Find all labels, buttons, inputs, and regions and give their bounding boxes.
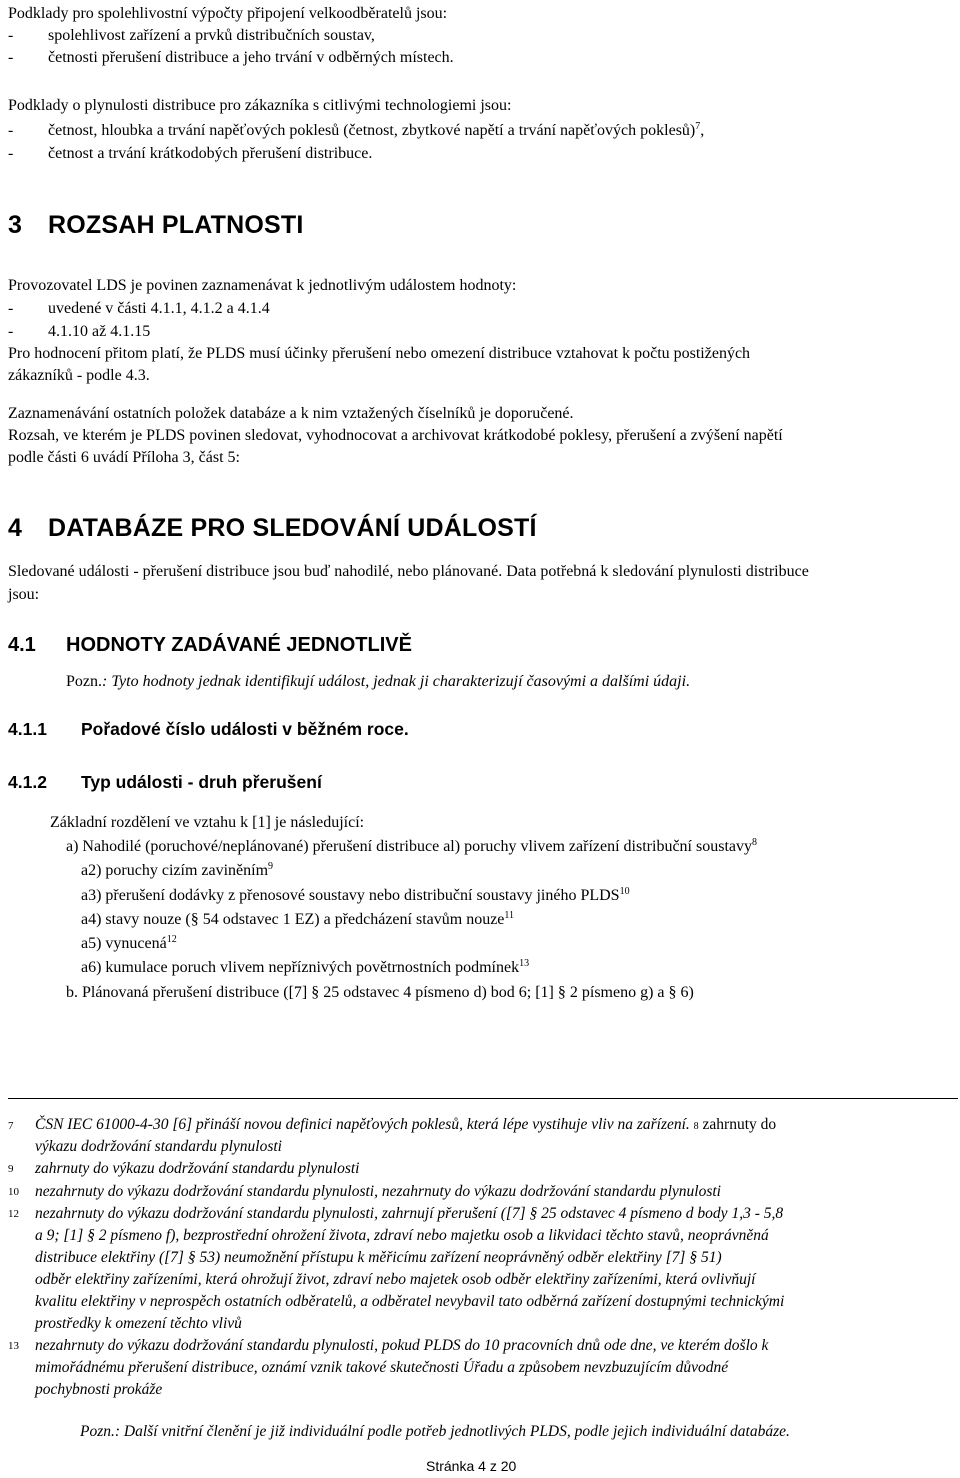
intro-dash-2: - <box>8 49 14 66</box>
intro-item-2: četnosti přerušení distribuce a jeho trvání v odběrných místech. <box>48 49 454 66</box>
event-type-a6: a6) kumulace poruch vlivem nepříznivých povětrnostních podmínek$^{13}$ <box>81 958 530 976</box>
section-4-paragraph-line-2: jsou: <box>8 586 40 603</box>
intro-dash-4: - <box>8 145 14 162</box>
footnote-ref-13: 13 <box>519 958 530 969</box>
footnote-line-10: prostředky k omezení těchto vlivů <box>35 1315 242 1332</box>
footnote-line-12: mimořádnému přerušení distribuce, oznámí vznik takové skutečnosti Úřadu a způsobem nevzbuzujícím důvodné <box>35 1359 729 1376</box>
section-3-heading <box>8 210 304 240</box>
event-type-a: a) Nahodilé (poruchové/neplánované) přerušení distribuce al) poruchy vlivem zařízení distribuční soustavy$^8$ <box>66 837 757 855</box>
section-4-title: DATABÁZE PRO SLEDOVÁNÍ UDÁLOSTÍ <box>48 514 537 542</box>
footnote-ref-7: 7 <box>695 121 701 132</box>
intro-item-4: četnost a trvání krátkodobých přerušení distribuce. <box>48 145 373 162</box>
footnote-separator <box>8 1098 958 1099</box>
footnote-number-9: 9 <box>8 1163 14 1175</box>
event-type-a2: a2) poruchy cizím zaviněním$^9$ <box>81 861 274 879</box>
section-4-1-1-heading <box>8 718 409 740</box>
section-3-item-2: 4.1.10 až 4.1.15 <box>48 323 151 340</box>
footnote-ref-11: 11 <box>504 910 515 921</box>
event-type-a4: a4) stavy nouze (§ 54 odstavec 1 EZ) a předcházení stavům nouze$^{11}$ <box>81 910 515 928</box>
section-3-dash-1: - <box>8 300 14 317</box>
event-type-a3: a3) přerušení dodávky z přenosové soustavy nebo distribuční soustavy jiného PLDS$^{10}$ <box>81 886 630 904</box>
section-4-1-2-heading <box>8 771 322 793</box>
section-4-1-2-number: 4.1.2 <box>8 772 47 792</box>
footnote-number-8: 8 <box>693 1121 699 1132</box>
section-3-paragraph-4-line-2: podle části 6 uvádí Příloha 3, část 5: <box>8 449 240 466</box>
intro-paragraph-2: Podklady o plynulosti distribuce pro zákazníka s citlivými technologiemi jsou: <box>8 97 512 114</box>
footnote-ref-8: 8 <box>752 837 757 848</box>
footnote-line-8: odběr elektřiny zařízeními, která ohrožují život, zdraví nebo majetek osob odběr elektřiny zařízeními, která ovlivňují <box>35 1271 756 1288</box>
section-3-dash-2: - <box>8 323 14 340</box>
footnote-ref-12: 12 <box>166 934 177 945</box>
section-4-number: 4 <box>8 514 23 542</box>
footnote-line-3: zahrnuty do výkazu dodržování standardu plynulosti <box>35 1160 360 1177</box>
footnote-line-13: pochybnosti prokáže <box>35 1381 163 1398</box>
footnote-line-7: distribuce elektřiny ([7] § 53) neumožnění přístupu k měřicímu zařízení neoprávněný odběr elektřiny [7] § 51) <box>35 1249 722 1266</box>
page-number: Stránka 4 z 20 <box>426 1458 517 1474</box>
intro-dash-3: - <box>8 122 14 139</box>
footnote-line-6: a 9; [1] § 2 písmeno f), bezprostřední ohrožení života, zdraví nebo majetku osob a likvidaci těchto stavů, neoprávněná <box>35 1227 769 1244</box>
footnote-line-11: nezahrnuty do výkazu dodržování standardu plynulosti, pokud PLDS do 10 pracovních dnů ode dne, ve kterém došlo k <box>35 1337 769 1354</box>
section-4-1-note: Pozn.: Tyto hodnoty jednak identifikují událost, jednak ji charakterizují časovými a dalšími údaji. <box>66 673 691 690</box>
section-4-1-1-title: Pořadové číslo události v běžném roce. <box>81 719 409 739</box>
intro-item-1: spolehlivost zařízení a prvků distribučních soustav, <box>48 27 375 44</box>
footnote-line-5: nezahrnuty do výkazu dodržování standardu plynulosti, zahrnují přerušení ([7] § 25 odstavec 4 písmeno d body 1,3 - 5,8 <box>35 1205 784 1222</box>
footnote-line-4: nezahrnuty do výkazu dodržování standardu plynulosti, nezahrnuty do výkazu dodržování standardu plynulosti <box>35 1183 721 1200</box>
section-3-paragraph-1: Provozovatel LDS je povinen zaznamenávat k jednotlivým událostem hodnoty: <box>8 277 517 294</box>
intro-dash-1: - <box>8 27 14 44</box>
footnote-number-7: 7 <box>8 1120 14 1132</box>
section-4-1-title: HODNOTY ZADÁVANÉ JEDNOTLIVĚ <box>66 634 412 656</box>
section-3-paragraph-2-line-2: zákazníků - podle 4.3. <box>8 367 150 384</box>
section-4-paragraph-line-1: Sledované události - přerušení distribuce jsou buď nahodilé, nebo plánované. Data potřebná k sledování plynulosti distribuce <box>8 563 809 580</box>
footnote-number-12: 12 <box>8 1208 19 1220</box>
section-3-paragraph-2-line-1: Pro hodnocení přitom platí, že PLDS musí účinky přerušení nebo omezení distribuce vztahovat k počtu postižených <box>8 345 751 362</box>
section-3-item-1: uvedené v části 4.1.1, 4.1.2 a 4.1.4 <box>48 300 270 317</box>
section-4-1-2-title: Typ události - druh přerušení <box>81 772 322 792</box>
footnote-line-9: kvalitu elektřiny v neprospěch ostatních odběratelů, a odběratel nevybavil tato odběrná zařízení dostupnými technickými <box>35 1293 785 1310</box>
intro-paragraph-1: Podklady pro spolehlivostní výpočty připojení velkoodběratelů jsou: <box>8 5 448 22</box>
section-4-1-number: 4.1 <box>8 634 36 656</box>
event-type-a5: a5) vynucená$^{12}$ <box>81 934 177 952</box>
event-type-b: b. Plánovaná přerušení distribuce ([7] § 25 odstavec 4 písmeno d) bod 6; [1] § 2 písmeno g) a § 6) <box>66 984 694 1001</box>
section-3-title: ROZSAH PLATNOSTI <box>48 211 304 239</box>
section-3-paragraph-3: Zaznamenávání ostatních položek databáze a k nim vztažených číselníků je doporučené. <box>8 405 574 422</box>
section-4-1-1-number: 4.1.1 <box>8 719 47 739</box>
section-4-heading <box>8 513 537 543</box>
footnote-line-1: ČSN IEC 61000-4-30 [6] přináší novou definici napěťových poklesů, která lépe vystihuje vliv na zařízení. 8 zahrnuty do <box>35 1116 777 1133</box>
footnote-ref-10: 10 <box>619 886 630 897</box>
footnote-line-2: výkazu dodržování standardu plynulosti <box>35 1138 282 1155</box>
section-4-1-2-intro: Základní rozdělení ve vztahu k [1] je následující: <box>50 814 365 831</box>
section-3-number: 3 <box>8 211 23 239</box>
footnote-number-10: 10 <box>8 1186 19 1198</box>
footnote-ref-9: 9 <box>268 861 274 872</box>
footnote-note: Pozn.: Další vnitřní členění je již individuální podle potřeb jednotlivých PLDS, podle jejich individuální databáze. <box>80 1423 790 1440</box>
section-4-1-heading <box>8 633 412 657</box>
intro-item-3: četnost, hloubka a trvání napěťových poklesů (četnost, zbytkové napětí a trvání napěťových poklesů)$^7$, <box>48 121 705 139</box>
footnote-number-13: 13 <box>8 1340 19 1352</box>
section-3-paragraph-4-line-1: Rozsah, ve kterém je PLDS povinen sledovat, vyhodnocovat a archivovat krátkodobé poklesy, přerušení a zvýšení napětí <box>8 427 783 444</box>
